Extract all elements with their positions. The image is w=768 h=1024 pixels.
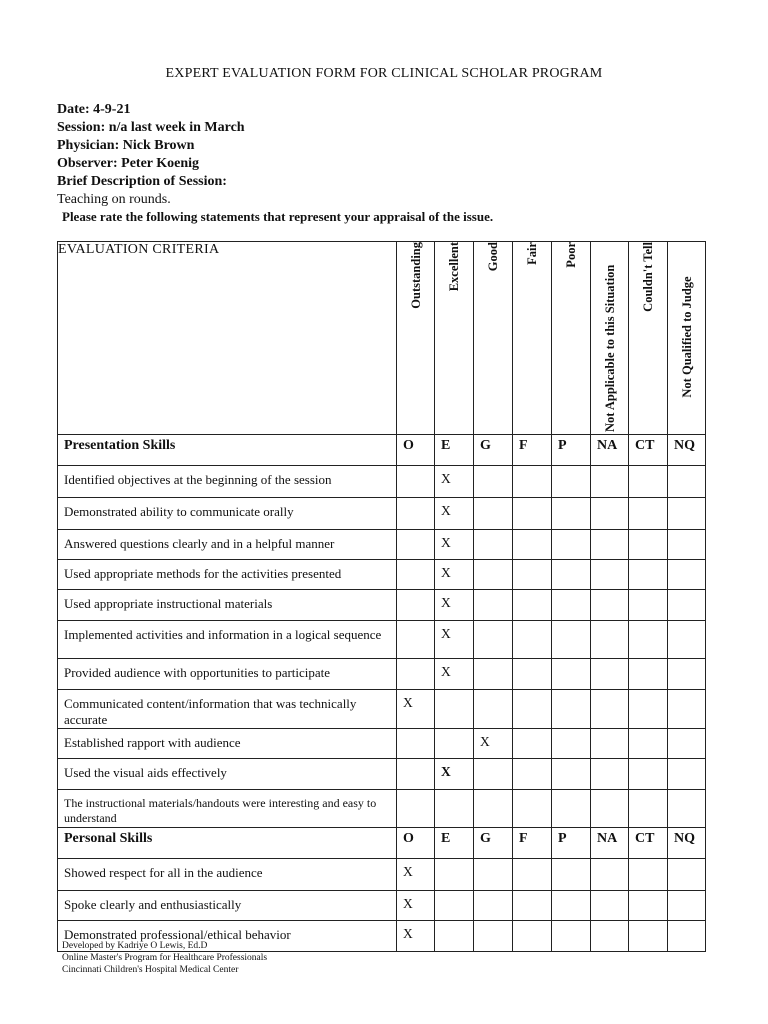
rating-cell[interactable]	[513, 690, 552, 729]
rating-cell[interactable]	[513, 530, 552, 560]
rating-cell[interactable]	[591, 466, 629, 498]
rating-cell[interactable]	[552, 790, 591, 828]
rating-cell[interactable]	[591, 729, 629, 759]
criterion-text: Used the visual aids effectively	[58, 759, 397, 790]
rating-cell[interactable]	[552, 590, 591, 621]
criterion-row	[58, 466, 706, 498]
rating-cell[interactable]	[513, 891, 552, 921]
rating-cell[interactable]	[629, 560, 668, 590]
brief-description-label: Brief Description of Session:	[57, 174, 227, 189]
rating-cell[interactable]	[474, 659, 513, 690]
session-field: Session: n/a last week in March	[57, 120, 245, 135]
criterion-row	[58, 759, 706, 790]
rating-cell[interactable]	[474, 498, 513, 530]
rating-code: G	[474, 435, 513, 466]
criterion-text: Established rapport with audience	[58, 729, 397, 759]
rating-cell[interactable]	[629, 729, 668, 759]
rating-cell[interactable]	[629, 921, 668, 952]
criterion-row	[58, 560, 706, 590]
rating-cell[interactable]	[513, 759, 552, 790]
rating-cell[interactable]	[552, 659, 591, 690]
rating-cell[interactable]	[552, 729, 591, 759]
rating-header-poor: Poor	[552, 242, 591, 435]
rating-cell[interactable]: X	[435, 560, 474, 590]
footer-program: Online Master's Program for Healthcare Professionals	[62, 953, 268, 963]
rating-cell[interactable]: X	[435, 659, 474, 690]
evaluation-table	[57, 241, 706, 952]
rating-header-couldnt-tell: Couldn't Tell	[629, 242, 668, 435]
rating-header-good: Good	[474, 242, 513, 435]
rating-cell[interactable]	[629, 621, 668, 659]
rating-cell[interactable]	[474, 759, 513, 790]
rating-cell[interactable]	[668, 891, 706, 921]
rating-cell[interactable]	[629, 891, 668, 921]
rating-cell[interactable]: X	[435, 498, 474, 530]
rating-cell[interactable]	[629, 530, 668, 560]
rating-cell[interactable]: X	[435, 530, 474, 560]
criterion-text: Spoke clearly and enthusiastically	[58, 891, 397, 921]
rating-cell[interactable]	[397, 659, 435, 690]
criterion-row	[58, 590, 706, 621]
rating-code: F	[513, 435, 552, 466]
rating-code: O	[397, 828, 435, 859]
rating-cell[interactable]	[629, 466, 668, 498]
criterion-text: Demonstrated ability to communicate orally	[58, 498, 397, 530]
rating-cell[interactable]	[552, 759, 591, 790]
rating-cell[interactable]	[668, 690, 706, 729]
rating-cell[interactable]	[397, 530, 435, 560]
section-header-row	[58, 828, 706, 859]
rating-cell[interactable]	[397, 466, 435, 498]
evaluation-table-body	[58, 435, 706, 952]
rating-code: NA	[591, 828, 629, 859]
rating-cell[interactable]	[397, 621, 435, 659]
rating-code: NQ	[668, 828, 706, 859]
criterion-row	[58, 859, 706, 891]
criterion-row	[58, 690, 706, 729]
rating-cell[interactable]	[513, 466, 552, 498]
criterion-row	[58, 729, 706, 759]
criterion-text: Provided audience with opportunities to participate	[58, 659, 397, 690]
rating-cell[interactable]	[552, 891, 591, 921]
rating-cell[interactable]	[513, 729, 552, 759]
rating-cell[interactable]	[435, 790, 474, 828]
rating-cell[interactable]	[552, 560, 591, 590]
rating-cell[interactable]	[474, 921, 513, 952]
rating-cell[interactable]	[629, 759, 668, 790]
rating-cell[interactable]: X	[474, 729, 513, 759]
rating-cell[interactable]: X	[435, 466, 474, 498]
criterion-text: Demonstrated professional/ethical behavior	[58, 921, 397, 952]
rating-cell[interactable]	[474, 690, 513, 729]
rating-cell[interactable]	[552, 859, 591, 891]
criterion-row	[58, 790, 706, 828]
criterion-row	[58, 530, 706, 560]
rating-cell[interactable]	[397, 759, 435, 790]
criterion-row	[58, 621, 706, 659]
rating-cell[interactable]	[397, 790, 435, 828]
rating-cell[interactable]	[474, 466, 513, 498]
rating-cell[interactable]	[629, 690, 668, 729]
criterion-text: The instructional materials/handouts were interesting and easy to understand	[58, 790, 397, 828]
rating-cell[interactable]	[513, 859, 552, 891]
criterion-text: Used appropriate instructional materials	[58, 590, 397, 621]
criterion-text: Answered questions clearly and in a helpful manner	[58, 530, 397, 560]
rating-code: O	[397, 435, 435, 466]
rating-cell[interactable]	[474, 530, 513, 560]
rating-cell[interactable]	[668, 590, 706, 621]
date-field: Date: 4-9-21	[57, 102, 131, 117]
rating-cell[interactable]	[668, 530, 706, 560]
rating-cell[interactable]	[552, 498, 591, 530]
rating-cell[interactable]	[668, 859, 706, 891]
form-title: EXPERT EVALUATION FORM FOR CLINICAL SCHOLAR PROGRAM	[165, 66, 603, 81]
rating-cell[interactable]	[629, 790, 668, 828]
rating-header-outstanding: Outstanding	[397, 242, 435, 435]
rating-cell[interactable]	[668, 621, 706, 659]
rating-cell[interactable]	[435, 921, 474, 952]
rating-header-not-applicable: Not Applicable to this Situation	[591, 242, 629, 435]
criterion-text: Communicated content/information that was technically accurate	[58, 690, 397, 729]
rating-cell[interactable]	[552, 466, 591, 498]
criterion-text: Implemented activities and information in a logical sequence	[58, 621, 397, 659]
rating-cell[interactable]	[435, 729, 474, 759]
footer-institution: Cincinnati Children's Hospital Medical Center	[62, 965, 239, 975]
rating-cell[interactable]	[474, 790, 513, 828]
rating-cell[interactable]	[397, 590, 435, 621]
criterion-text: Identified objectives at the beginning of the session	[58, 466, 397, 498]
rating-cell[interactable]	[668, 790, 706, 828]
rating-cell[interactable]	[668, 659, 706, 690]
rating-cell[interactable]	[513, 921, 552, 952]
rating-cell[interactable]	[668, 759, 706, 790]
rating-cell[interactable]	[591, 891, 629, 921]
rating-code: CT	[629, 435, 668, 466]
rating-cell[interactable]	[474, 859, 513, 891]
rating-cell[interactable]	[591, 590, 629, 621]
criterion-text: Showed respect for all in the audience	[58, 859, 397, 891]
rating-cell[interactable]	[397, 498, 435, 530]
rating-code: P	[552, 435, 591, 466]
rating-cell[interactable]	[629, 859, 668, 891]
rating-cell[interactable]	[474, 590, 513, 621]
rating-cell[interactable]	[435, 690, 474, 729]
rating-cell[interactable]: X	[435, 621, 474, 659]
rating-cell[interactable]	[552, 690, 591, 729]
rating-cell[interactable]	[435, 859, 474, 891]
rating-cell[interactable]	[397, 560, 435, 590]
section-name: Presentation Skills	[58, 435, 397, 466]
rating-cell[interactable]	[668, 498, 706, 530]
rating-cell[interactable]	[629, 590, 668, 621]
footer-credits	[62, 940, 267, 976]
criteria-header: EVALUATION CRITERIA	[58, 242, 397, 435]
criterion-text: Used appropriate methods for the activities presented	[58, 560, 397, 590]
header-row	[58, 242, 706, 435]
rating-code: E	[435, 828, 474, 859]
rating-code: NQ	[668, 435, 706, 466]
rating-code: CT	[629, 828, 668, 859]
rating-cell[interactable]	[513, 590, 552, 621]
rating-cell[interactable]	[435, 891, 474, 921]
rating-cell[interactable]	[513, 498, 552, 530]
rating-cell[interactable]	[591, 690, 629, 729]
rating-cell[interactable]: X	[435, 590, 474, 621]
rating-cell[interactable]	[668, 560, 706, 590]
brief-description-text: Teaching on rounds.	[57, 192, 171, 207]
rating-cell[interactable]	[591, 759, 629, 790]
rating-cell[interactable]	[474, 891, 513, 921]
rating-code: F	[513, 828, 552, 859]
observer-field: Observer: Peter Koenig	[57, 156, 200, 171]
rating-cell[interactable]	[552, 530, 591, 560]
rating-cell[interactable]	[591, 621, 629, 659]
rating-cell[interactable]	[591, 498, 629, 530]
section-name: Personal Skills	[58, 828, 397, 859]
rating-cell[interactable]	[591, 560, 629, 590]
rating-cell[interactable]	[591, 921, 629, 952]
rating-cell[interactable]: X	[397, 690, 435, 729]
rating-code: NA	[591, 435, 629, 466]
rating-code: E	[435, 435, 474, 466]
criterion-row	[58, 498, 706, 530]
section-header-row	[58, 435, 706, 466]
rating-cell[interactable]	[552, 621, 591, 659]
rating-instruction: Please rate the following statements that represent your appraisal of the issue.	[62, 209, 494, 224]
rating-cell[interactable]	[668, 466, 706, 498]
rating-cell[interactable]	[474, 621, 513, 659]
session-details	[57, 101, 245, 209]
rating-header-fair: Fair	[513, 242, 552, 435]
rating-header-excellent: Excellent	[435, 242, 474, 435]
rating-cell[interactable]	[629, 659, 668, 690]
criterion-row	[58, 659, 706, 690]
rating-code: G	[474, 828, 513, 859]
rating-cell[interactable]: X	[435, 759, 474, 790]
rating-cell[interactable]	[668, 921, 706, 952]
rating-cell[interactable]: X	[397, 859, 435, 891]
rating-cell[interactable]	[513, 659, 552, 690]
rating-cell[interactable]	[552, 921, 591, 952]
physician-field: Physician: Nick Brown	[57, 138, 195, 153]
footer-developer: Developed by Kadriye O Lewis, Ed.D	[62, 941, 208, 951]
rating-cell[interactable]	[513, 621, 552, 659]
rating-code: P	[552, 828, 591, 859]
rating-cell[interactable]	[629, 498, 668, 530]
rating-cell[interactable]	[513, 560, 552, 590]
rating-cell[interactable]: X	[397, 891, 435, 921]
rating-cell[interactable]	[591, 859, 629, 891]
rating-header-not-qualified: Not Qualified to Judge	[668, 242, 706, 435]
rating-cell[interactable]: X	[397, 921, 435, 952]
rating-cell[interactable]	[591, 659, 629, 690]
rating-cell[interactable]	[591, 790, 629, 828]
criterion-row	[58, 891, 706, 921]
rating-cell[interactable]	[397, 729, 435, 759]
rating-cell[interactable]	[474, 560, 513, 590]
rating-cell[interactable]	[513, 790, 552, 828]
rating-cell[interactable]	[668, 729, 706, 759]
rating-cell[interactable]	[591, 530, 629, 560]
